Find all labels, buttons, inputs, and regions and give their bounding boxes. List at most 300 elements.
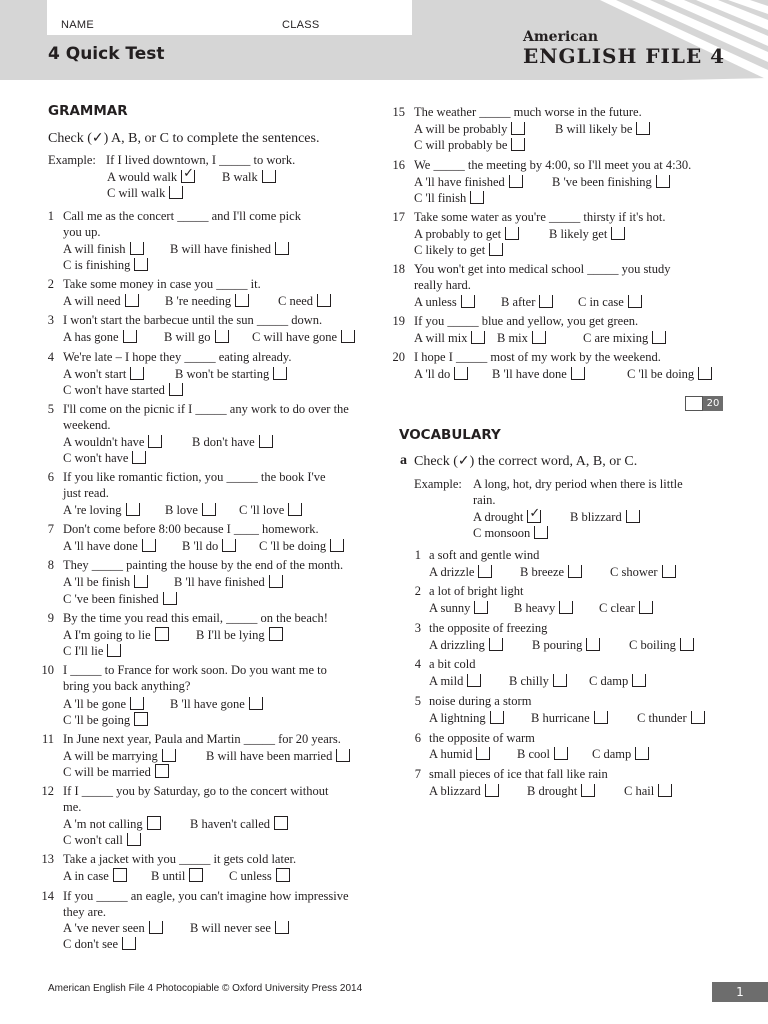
checkbox[interactable]	[134, 258, 148, 271]
checkbox[interactable]	[202, 503, 216, 516]
checkbox[interactable]	[249, 697, 263, 710]
checkbox[interactable]	[274, 816, 288, 830]
option-a[interactable]	[414, 330, 485, 346]
option-label: C will be married	[63, 765, 151, 779]
option-label: B haven't called	[190, 817, 270, 831]
checkbox[interactable]	[474, 601, 488, 614]
example-label: Example:	[414, 477, 462, 491]
checkbox[interactable]	[162, 749, 176, 762]
option-label: C don't see	[63, 937, 119, 951]
question-text: bring you back anything?	[63, 679, 191, 693]
option-label: B won't be starting	[175, 367, 270, 381]
example-option-a[interactable]	[473, 506, 541, 525]
option-b[interactable]	[501, 294, 553, 310]
example-option-b[interactable]	[222, 169, 276, 185]
option-a[interactable]	[414, 174, 523, 190]
question-number: 3	[414, 621, 421, 635]
vocabulary-heading: VOCABULARY	[399, 427, 501, 443]
option-label: B drought	[527, 784, 578, 798]
option-a[interactable]	[414, 294, 475, 310]
example-option-a[interactable]	[107, 166, 195, 185]
option-c[interactable]	[624, 783, 672, 799]
option-a[interactable]	[429, 600, 488, 616]
option-label: B 'll have gone	[170, 697, 245, 711]
option-a[interactable]	[63, 502, 140, 518]
checkbox[interactable]	[534, 526, 548, 539]
example-option-b[interactable]	[570, 509, 640, 525]
question-number: 19	[392, 314, 405, 328]
option-b[interactable]	[165, 293, 249, 309]
question-number: 1	[47, 209, 54, 223]
checkbox[interactable]	[476, 747, 490, 760]
option-label: A 'll have done	[63, 539, 138, 553]
question-text: you up.	[63, 225, 101, 239]
option-b[interactable]	[175, 366, 287, 382]
option-b[interactable]	[151, 868, 203, 884]
footer-brand: American English File 4	[48, 983, 154, 994]
option-a[interactable]	[63, 293, 139, 309]
option-label: C will probably be	[414, 138, 508, 152]
question-number: 6	[414, 731, 421, 745]
option-b[interactable]	[532, 637, 600, 653]
option-a[interactable]	[429, 746, 490, 762]
question-text: If you _____ an eagle, you can't imagine how impressive	[63, 889, 349, 903]
option-label: C boiling	[629, 638, 676, 652]
checkbox[interactable]	[276, 868, 290, 882]
question-text: Call me as the concert _____ and I'll come pick	[63, 209, 301, 223]
question-text: I hope I _____ most of my work by the weekend.	[414, 350, 661, 364]
question-text: the opposite of freezing	[429, 621, 548, 635]
vocabulary-instruction: Check (✓) the correct word, A, B, or C.	[414, 454, 638, 469]
question-number: 20	[392, 350, 405, 364]
option-c[interactable]	[583, 330, 666, 346]
option-label: A drizzle	[429, 565, 475, 579]
question-text: Don't come before 8:00 because I ____ homework.	[63, 522, 319, 536]
checkbox[interactable]	[471, 331, 485, 344]
question-text: the opposite of warm	[429, 731, 535, 745]
option-label: B 'll do	[182, 539, 219, 553]
option-b[interactable]	[206, 748, 350, 764]
checkbox[interactable]	[527, 506, 541, 523]
option-c[interactable]	[610, 564, 676, 580]
option-b[interactable]	[497, 330, 546, 346]
option-b[interactable]	[527, 783, 595, 799]
question-number: 4	[47, 350, 54, 364]
question-text: By the time you read this email, _____ on the beach!	[63, 611, 328, 625]
checkbox[interactable]	[275, 921, 289, 934]
option-a[interactable]	[63, 241, 144, 257]
checkbox[interactable]	[553, 674, 567, 687]
option-label: A 'll do	[414, 367, 451, 381]
option-label: A humid	[429, 747, 473, 761]
checkbox[interactable]	[215, 330, 229, 343]
question-number: 5	[47, 402, 54, 416]
option-c[interactable]	[63, 712, 148, 728]
checkbox[interactable]	[169, 383, 183, 396]
option-label: B don't have	[192, 435, 255, 449]
checkbox[interactable]	[489, 638, 503, 651]
option-c[interactable]	[629, 637, 694, 653]
option-label: C damp	[589, 674, 629, 688]
option-b[interactable]	[174, 574, 283, 590]
option-label: C hail	[624, 784, 655, 798]
option-b[interactable]	[552, 174, 670, 190]
option-a[interactable]	[429, 673, 481, 689]
brand-top: American	[523, 29, 599, 45]
option-a[interactable]	[414, 366, 468, 382]
checkbox[interactable]	[123, 330, 137, 343]
option-label: C will have gone	[252, 330, 338, 344]
option-label: C 'll be going	[63, 713, 131, 727]
question-number: 3	[47, 313, 54, 327]
option-c[interactable]	[252, 329, 355, 345]
option-a[interactable]	[429, 637, 503, 653]
question-number: 2	[414, 584, 421, 598]
question-text: Take some money in case you _____ it.	[63, 277, 261, 291]
checkbox[interactable]	[259, 435, 273, 448]
option-label: C 'll finish	[414, 191, 467, 205]
question-text: noise during a storm	[429, 694, 532, 708]
checkbox[interactable]	[489, 243, 503, 256]
checkbox[interactable]	[586, 638, 600, 651]
option-a[interactable]	[63, 748, 176, 764]
checkbox[interactable]	[275, 242, 289, 255]
option-c[interactable]	[637, 710, 705, 726]
option-b[interactable]	[165, 502, 216, 518]
checkbox[interactable]	[656, 175, 670, 188]
checkbox[interactable]	[680, 638, 694, 651]
checkbox[interactable]	[467, 674, 481, 687]
question-text: The weather _____ much worse in the future.	[414, 105, 642, 119]
example-text: If I lived downtown, I _____ to work.	[106, 153, 296, 167]
option-a[interactable]	[63, 696, 144, 712]
option-label: A drought	[473, 510, 524, 524]
example-option-c[interactable]	[473, 525, 548, 541]
brand-logo: ENGLISH FILE 4	[523, 44, 726, 68]
option-label: A blizzard	[429, 784, 481, 798]
checkbox[interactable]	[269, 627, 283, 641]
option-label: C in case	[578, 295, 624, 309]
checkbox[interactable]	[336, 749, 350, 762]
option-c[interactable]	[578, 294, 642, 310]
option-c[interactable]	[414, 190, 484, 206]
option-c[interactable]	[278, 293, 331, 309]
checkbox[interactable]	[149, 921, 163, 934]
option-c[interactable]	[63, 643, 121, 659]
option-c[interactable]	[414, 242, 503, 258]
grammar-instruction: Check (✓) A, B, or C to complete the sentences.	[48, 131, 320, 146]
checkbox[interactable]	[189, 868, 203, 882]
checkbox[interactable]	[125, 294, 139, 307]
checkbox[interactable]	[235, 294, 249, 307]
option-b[interactable]	[192, 434, 273, 450]
option-label: B will have finished	[170, 242, 272, 256]
option-label: B until	[151, 869, 186, 883]
option-b[interactable]	[170, 696, 263, 712]
option-b[interactable]	[509, 673, 567, 689]
option-b[interactable]	[531, 710, 608, 726]
option-label: B will never see	[190, 921, 271, 935]
option-b[interactable]	[517, 746, 568, 762]
checkbox[interactable]	[134, 575, 148, 588]
checkbox[interactable]	[134, 712, 148, 726]
option-c[interactable]	[63, 936, 136, 952]
option-label: A will finish	[63, 242, 126, 256]
option-a[interactable]	[63, 366, 144, 382]
question-number: 13	[41, 852, 54, 866]
option-label: C thunder	[637, 711, 687, 725]
option-label: C 'll be doing	[627, 367, 695, 381]
checkbox[interactable]	[632, 674, 646, 687]
option-label: B chilly	[509, 674, 549, 688]
option-b[interactable]	[549, 226, 625, 242]
option-label: C 'll love	[239, 503, 285, 517]
option-label: B will have been married	[206, 749, 333, 763]
checkbox[interactable]	[571, 367, 585, 380]
checkbox[interactable]	[330, 539, 344, 552]
option-a[interactable]	[414, 226, 519, 242]
footer-copyright	[48, 983, 362, 994]
question-number: 18	[392, 262, 405, 276]
option-c[interactable]	[63, 591, 177, 607]
option-label: C likely to get	[414, 243, 486, 257]
checkbox[interactable]	[639, 601, 653, 614]
option-c[interactable]	[259, 538, 344, 554]
option-label: C monsoon	[473, 526, 531, 540]
option-c[interactable]	[589, 673, 646, 689]
checkbox[interactable]	[485, 784, 499, 797]
question-text: really hard.	[414, 278, 471, 292]
example-option-c[interactable]	[107, 185, 183, 201]
question-number: 1	[414, 548, 421, 562]
option-a[interactable]	[429, 783, 499, 799]
checkbox[interactable]	[698, 367, 712, 380]
option-label: C damp	[592, 747, 632, 761]
question-text: In June next year, Paula and Martin _____ for 20 years.	[63, 732, 341, 746]
question-text: You won't get into medical school _____ you study	[414, 262, 671, 276]
name-class-box	[47, 0, 412, 35]
option-a[interactable]	[63, 434, 162, 450]
option-a[interactable]	[63, 816, 161, 832]
option-label: A would walk	[107, 170, 178, 184]
option-a[interactable]	[429, 564, 492, 580]
option-c[interactable]	[63, 257, 148, 273]
checkbox[interactable]	[691, 711, 705, 724]
question-number: 11	[41, 732, 54, 746]
question-number: 8	[47, 558, 54, 572]
option-label: B walk	[222, 170, 258, 184]
checkbox[interactable]	[470, 191, 484, 204]
checkbox[interactable]	[113, 868, 127, 882]
option-b[interactable]	[492, 366, 585, 382]
header-band	[0, 0, 768, 80]
option-b[interactable]	[170, 241, 289, 257]
question-number: 5	[414, 694, 421, 708]
checkbox[interactable]	[262, 170, 276, 183]
checkbox[interactable]	[155, 764, 169, 778]
option-label: A has gone	[63, 330, 119, 344]
option-label: A sunny	[429, 601, 471, 615]
question-number: 17	[392, 210, 405, 224]
question-text: just read.	[63, 486, 109, 500]
score-input[interactable]	[685, 396, 703, 411]
option-c[interactable]	[229, 868, 290, 884]
option-label: A 're loving	[63, 503, 122, 517]
option-a[interactable]	[63, 574, 148, 590]
tick-mark-icon: ✓	[529, 506, 541, 521]
checkbox[interactable]	[269, 575, 283, 588]
checkbox[interactable]	[635, 747, 649, 760]
checkbox[interactable]	[532, 331, 546, 344]
option-label: C 've been finished	[63, 592, 159, 606]
checkbox[interactable]	[148, 435, 162, 448]
option-b[interactable]	[182, 538, 236, 554]
option-a[interactable]	[63, 329, 137, 345]
option-a[interactable]	[429, 710, 504, 726]
option-label: B breeze	[520, 565, 565, 579]
score-total: 20	[703, 396, 723, 411]
question-text: a bit cold	[429, 657, 476, 671]
option-label: A mild	[429, 674, 464, 688]
class-label: CLASS	[282, 19, 320, 31]
option-label: A will be marrying	[63, 749, 158, 763]
option-a[interactable]	[63, 868, 127, 884]
question-number: 6	[47, 470, 54, 484]
question-number: 2	[47, 277, 54, 291]
checkbox[interactable]	[505, 227, 519, 240]
example-text: A long, hot, dry period when there is little	[473, 477, 683, 491]
checkbox[interactable]	[273, 367, 287, 380]
checkbox[interactable]	[181, 166, 195, 183]
question-text: I won't start the barbecue until the sun _____ down.	[63, 313, 323, 327]
option-a[interactable]	[414, 121, 525, 137]
checkbox[interactable]	[155, 627, 169, 641]
checkbox[interactable]	[636, 122, 650, 135]
checkbox[interactable]	[127, 833, 141, 846]
option-label: A drizzling	[429, 638, 485, 652]
option-c[interactable]	[414, 137, 525, 153]
option-b[interactable]	[190, 816, 288, 832]
checkbox[interactable]	[130, 697, 144, 710]
option-label: B pouring	[532, 638, 583, 652]
checkbox[interactable]	[288, 503, 302, 516]
option-b[interactable]	[514, 600, 573, 616]
option-c[interactable]	[239, 502, 302, 518]
option-label: A I'm going to lie	[63, 628, 151, 642]
checkbox[interactable]	[341, 330, 355, 343]
option-label: C is finishing	[63, 258, 131, 272]
option-c[interactable]	[63, 764, 169, 780]
question-text: We _____ the meeting by 4:00, so I'll meet you at 4:30.	[414, 158, 692, 172]
option-label: A probably to get	[414, 227, 502, 241]
question-text: I'll come on the picnic if I _____ any work to do over the	[63, 402, 349, 416]
option-label: C need	[278, 294, 314, 308]
footer-rest: Photocopiable © Oxford University Press 2014	[153, 983, 363, 994]
option-label: C unless	[229, 869, 272, 883]
name-label: NAME	[61, 19, 94, 31]
option-a[interactable]	[63, 920, 163, 936]
option-label: B I'll be lying	[196, 628, 265, 642]
checkbox[interactable]	[222, 539, 236, 552]
option-c[interactable]	[63, 450, 146, 466]
option-label: B heavy	[514, 601, 556, 615]
checkbox[interactable]	[163, 592, 177, 605]
option-label: A won't start	[63, 367, 127, 381]
grammar-heading: GRAMMAR	[48, 103, 128, 119]
option-label: B mix	[497, 331, 528, 345]
option-label: C clear	[599, 601, 635, 615]
option-b[interactable]	[190, 920, 289, 936]
checkbox[interactable]	[454, 367, 468, 380]
checkbox[interactable]	[130, 242, 144, 255]
question-number: 14	[41, 889, 54, 903]
checkbox[interactable]	[652, 331, 666, 344]
option-c[interactable]	[63, 382, 183, 398]
checkbox[interactable]	[130, 367, 144, 380]
checkbox[interactable]	[107, 644, 121, 657]
checkbox[interactable]	[478, 565, 492, 578]
checkbox[interactable]	[142, 539, 156, 552]
question-number: 15	[392, 105, 405, 119]
question-text: If you _____ blue and yellow, you get green.	[414, 314, 639, 328]
checkbox[interactable]	[511, 122, 525, 135]
checkbox[interactable]	[461, 295, 475, 308]
option-label: B love	[165, 503, 198, 517]
checkbox[interactable]	[581, 784, 595, 797]
example-text: rain.	[473, 493, 496, 507]
option-label: A will be probably	[414, 122, 508, 136]
option-a[interactable]	[63, 538, 156, 554]
checkbox[interactable]	[509, 175, 523, 188]
checkbox[interactable]	[132, 451, 146, 464]
page-title: 4 Quick Test	[48, 44, 165, 64]
checkbox[interactable]	[559, 601, 573, 614]
checkbox[interactable]	[568, 565, 582, 578]
option-a[interactable]	[63, 627, 169, 643]
checkbox[interactable]	[317, 294, 331, 307]
checkbox[interactable]	[554, 747, 568, 760]
checkbox[interactable]	[539, 295, 553, 308]
checkbox[interactable]	[126, 503, 140, 516]
question-number: 12	[41, 784, 54, 798]
question-number: 16	[392, 158, 405, 172]
checkbox[interactable]	[490, 711, 504, 724]
option-b[interactable]	[164, 329, 229, 345]
question-text: If you like romantic fiction, you _____ the book I've	[63, 470, 326, 484]
checkbox[interactable]	[169, 186, 183, 199]
checkbox[interactable]	[511, 138, 525, 151]
checkbox[interactable]	[594, 711, 608, 724]
option-b[interactable]	[555, 121, 650, 137]
checkbox[interactable]	[147, 816, 161, 830]
question-text: me.	[63, 800, 82, 814]
checkbox[interactable]	[122, 937, 136, 950]
option-b[interactable]	[520, 564, 582, 580]
option-c[interactable]	[592, 746, 649, 762]
option-b[interactable]	[196, 627, 283, 643]
checkbox[interactable]	[658, 784, 672, 797]
option-c[interactable]	[599, 600, 653, 616]
option-label: C are mixing	[583, 331, 649, 345]
checkbox[interactable]	[611, 227, 625, 240]
option-label: C won't have started	[63, 383, 165, 397]
checkbox[interactable]	[662, 565, 676, 578]
checkbox[interactable]	[626, 510, 640, 523]
option-c[interactable]	[63, 832, 141, 848]
question-number: 10	[41, 663, 54, 677]
option-c[interactable]	[627, 366, 712, 382]
checkbox[interactable]	[628, 295, 642, 308]
